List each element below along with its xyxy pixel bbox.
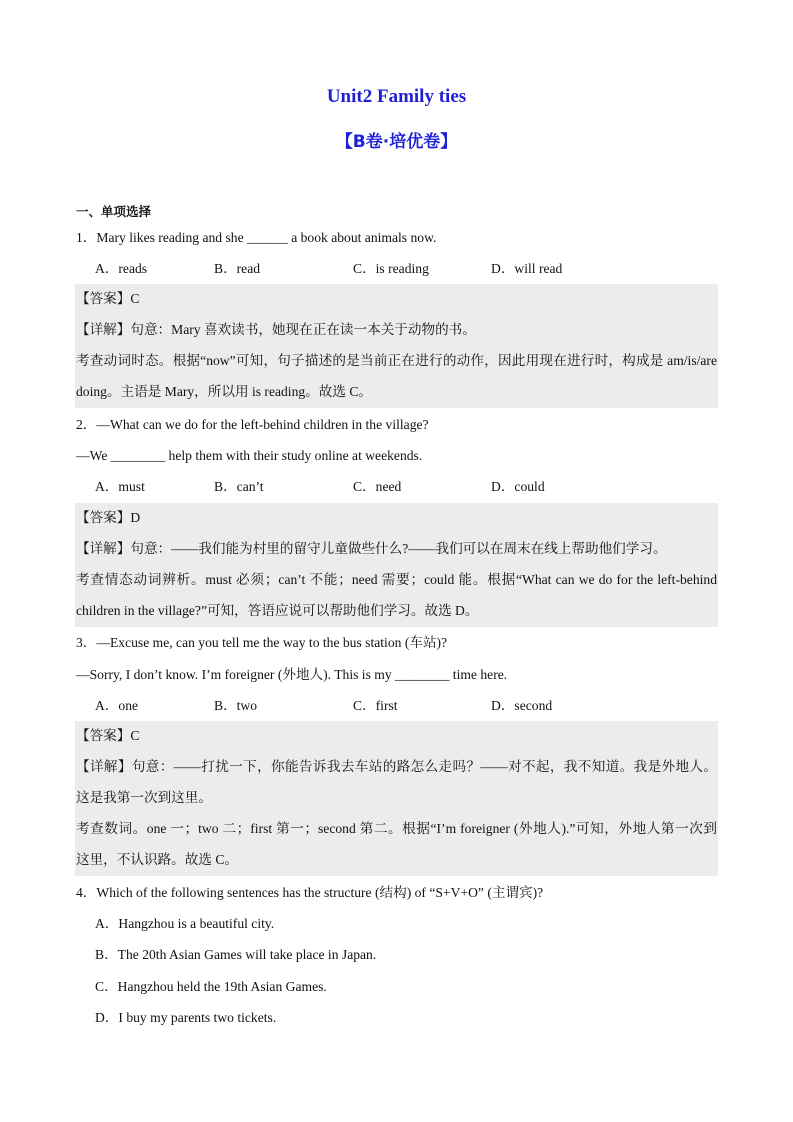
question-1-explain-3: doing。主语是 Mary，所以用 is reading。故选 C。 [76,384,373,399]
question-3-option-d: D．second [491,698,553,713]
question-2-explain-2: 考查情态动词辨析。must 必须；can’t 不能；need 需要；could 能。根据“What can we do for the left-behind [76,572,717,587]
question-2-option-c: C．need [353,479,402,494]
page-subtitle: 【B卷·培优卷】 [335,132,458,152]
question-2-stem: 2．—What can we do for the left-behind children in the village? [76,417,429,432]
question-1-answer-box [75,284,718,408]
question-3-option-c: C．first [353,698,398,713]
question-4-option-a: A．Hangzhou is a beautiful city. [95,916,275,931]
question-3-option-b: B．two [214,698,258,713]
question-1-option-d: D．will read [491,261,563,276]
question-1-explain-1: 【详解】句意：Mary 喜欢读书，她现在正在读一本关于动物的书。 [76,322,476,337]
question-3-explain-4: 这里，不认识路。故选 C。 [76,852,238,867]
question-2-option-a: A．must [95,479,145,494]
question-4-stem: 4．Which of the following sentences has the structure (结构) of “S+V+O” (主谓宾)? [76,885,544,900]
question-4-option-c: C．Hangzhou held the 19th Asian Games. [95,979,327,994]
page-title: Unit2 Family ties [326,86,467,107]
question-4-option-d: D．I buy my parents two tickets. [95,1010,277,1025]
question-1-option-a: A．reads [95,261,148,276]
question-2-explain-1: 【详解】句意：——我们能为村里的留守儿童做些什么?——我们可以在周末在线上帮助他们学习。 [76,541,667,556]
question-3-explain-3: 考查数词。one 一；two 二；first 第一；second 第二。根据“I’m foreigner (外地人).”可知，外地人第一次到 [76,821,717,836]
question-2-stem-2: —We ________ help them with their study online at weekends. [76,448,423,463]
question-2-option-d: D．could [491,479,545,494]
question-3-explain-2: 这是我第一次到这里。 [76,790,212,805]
question-3-answer: 【答案】C [76,728,140,743]
question-2-answer-box [75,503,718,627]
question-2-option-b: B．can’t [214,479,264,494]
section-heading: 一、单项选择 [76,204,152,219]
question-3-option-a: A．one [95,698,139,713]
question-1-explain-2: 考查动词时态。根据“now”可知，句子描述的是当前正在进行的动作，因此用现在进行时，构成是 am/is/are [76,353,717,368]
question-4-option-b: B．The 20th Asian Games will take place in Japan. [95,947,377,962]
question-2-answer: 【答案】D [76,510,141,525]
question-3-stem: 3．—Excuse me, can you tell me the way to the bus station (车站)? [76,635,448,650]
question-3-answer-box [75,721,718,876]
question-3-explain-1: 【详解】句意：——打扰一下，你能告诉我去车站的路怎么走吗？——对不起，我不知道。我是外地人。 [76,759,717,774]
question-1-option-c: C．is reading [353,261,429,276]
question-2-explain-3: children in the village?”可知，答语应说可以帮助他们学习。故选 D。 [76,603,479,618]
question-1-answer: 【答案】C [76,291,140,306]
question-3-stem-2: —Sorry, I don’t know. I’m foreigner (外地人). This is my ________ time here. [76,667,508,682]
question-1-stem: 1．Mary likes reading and she ______ a book about animals now. [76,230,437,245]
question-1-option-b: B．read [214,261,261,276]
